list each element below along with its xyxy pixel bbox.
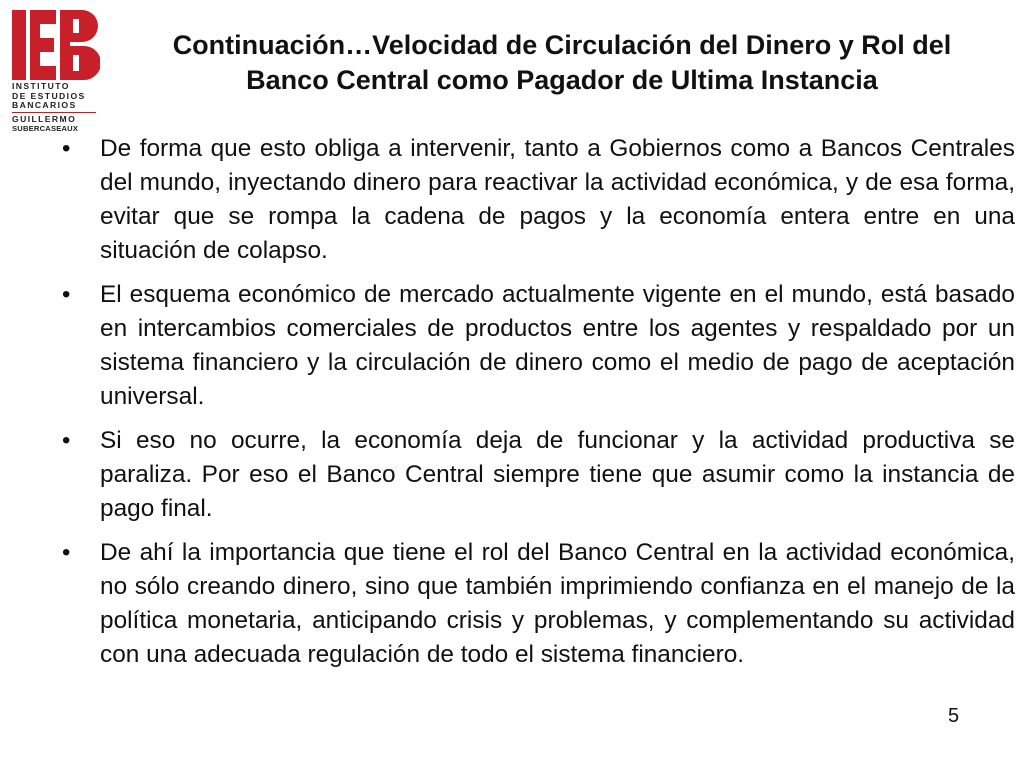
- ieb-logo-icon: [12, 10, 100, 80]
- bullet-item: [60, 424, 1015, 526]
- bullet-list: [60, 132, 1015, 682]
- bullet-marker: •: [62, 539, 71, 566]
- bullet-text: Si eso no ocurre, la economía deja de funcionar y la actividad productiva se paraliza. Por eso el Banco Central siempre tiene que asumir como la instancia de pago final.: [100, 427, 1015, 522]
- logo-line-2: DE ESTUDIOS: [12, 90, 86, 101]
- slide-title-line-1: Continuación…Velocidad de Circulación del Dinero y Rol del: [172, 30, 952, 60]
- logo-wordmark: [12, 82, 100, 134]
- bullet-text: De ahí la importancia que tiene el rol del Banco Central en la actividad económica, no sólo creando dinero, sino que también imprimiendo confianza en el manejo de la política monetaria, anticipando crisis y problemas, y complementando su actividad con una adecuada regulación de todo el sistema financiero.: [100, 539, 1015, 668]
- bullet-marker: •: [62, 281, 71, 308]
- logo-line-3: BANCARIOS: [12, 100, 77, 110]
- bullet-text: El esquema económico de mercado actualmente vigente en el mundo, está basado en intercambios comerciales de productos entre los agentes y respaldado por un sistema financiero y la circulación de dinero como el medio de pago de aceptación universal.: [100, 281, 1015, 410]
- bullet-item: [60, 132, 1015, 268]
- bullet-text: De forma que esto obliga a intervenir, tanto a Gobiernos como a Bancos Centrales del mundo, inyectando dinero para reactivar la actividad económica, y de esa forma, evitar que se rompa la cadena de pagos y la economía entera entre en una situación de colapso.: [100, 135, 1015, 264]
- logo-line-5: SUBERCASEAUX: [12, 124, 79, 133]
- logo-line-4: GUILLERMO: [12, 113, 77, 124]
- bullet-item: [60, 278, 1015, 414]
- bullet-marker: •: [62, 427, 71, 454]
- institute-logo: [12, 10, 100, 142]
- bullet-item: [60, 536, 1015, 672]
- slide-title-line-2: Banco Central como Pagador de Ultima Instancia: [246, 65, 878, 95]
- page-number: 5: [948, 705, 960, 727]
- bullet-marker: •: [62, 135, 71, 162]
- logo-line-1: INSTITUTO: [12, 81, 70, 91]
- logo-divider: [12, 112, 96, 113]
- slide-title: [100, 28, 1024, 98]
